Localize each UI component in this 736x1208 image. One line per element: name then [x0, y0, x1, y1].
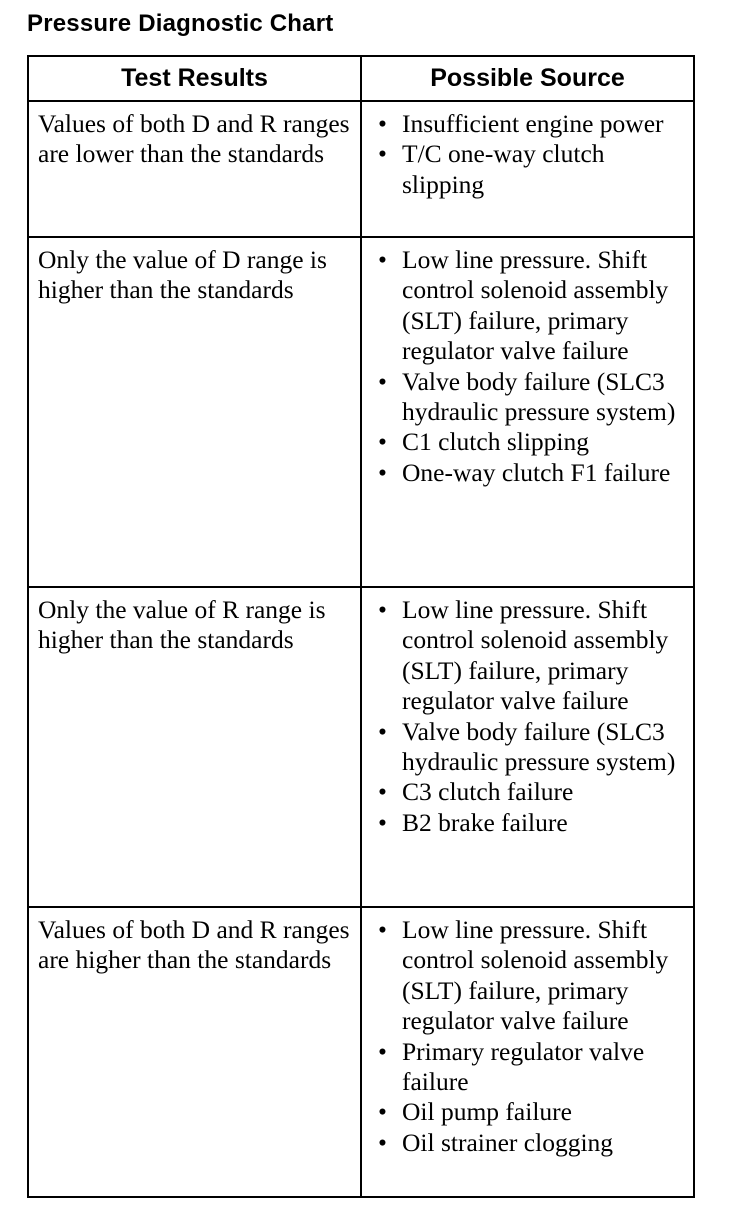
test-result-cell: Only the value of D range is higher than the standards [28, 237, 361, 587]
source-list [376, 915, 685, 1158]
test-result-cell: Values of both D and R ranges are lower than the standards [28, 101, 361, 237]
source-list-item: • Primary regulator valve failure [376, 1037, 685, 1098]
source-list-item: • Valve body failure (SLC3 hydraulic pressure system) [376, 717, 685, 778]
source-list-item: • One-way clutch F1 failure [376, 458, 685, 488]
source-list-item: • Low line pressure. Shift control solenoid assembly (SLT) failure, primary regulator valve failure [376, 245, 685, 367]
source-list-item: • C1 clutch slipping [376, 427, 685, 457]
source-list-item: • Insufficient engine power [376, 109, 685, 139]
pressure-diagnostic-table [27, 55, 695, 1198]
source-list [376, 109, 685, 200]
source-list-item: • Low line pressure. Shift control solenoid assembly (SLT) failure, primary regulator valve failure [376, 915, 685, 1037]
source-list-item: • Low line pressure. Shift control solenoid assembly (SLT) failure, primary regulator valve failure [376, 595, 685, 717]
possible-source-cell [361, 101, 694, 237]
table-row [28, 101, 694, 237]
table-row [28, 907, 694, 1197]
test-result-cell: Values of both D and R ranges are higher than the standards [28, 907, 361, 1197]
table-header-row [28, 56, 694, 101]
chart-title: Pressure Diagnostic Chart [27, 10, 334, 37]
source-list-item: • B2 brake failure [376, 808, 685, 838]
column-header-possible-source: Possible Source [361, 56, 694, 101]
possible-source-cell [361, 907, 694, 1197]
source-list-item: • T/C one-way clutch slipping [376, 139, 685, 200]
table-row [28, 237, 694, 587]
test-result-cell: Only the value of R range is higher than the standards [28, 587, 361, 907]
source-list [376, 245, 685, 488]
source-list [376, 595, 685, 838]
source-list-item: • Oil strainer clogging [376, 1128, 685, 1158]
source-list-item: • Valve body failure (SLC3 hydraulic pressure system) [376, 367, 685, 428]
source-list-item: • Oil pump failure [376, 1097, 685, 1127]
source-list-item: • C3 clutch failure [376, 777, 685, 807]
possible-source-cell [361, 237, 694, 587]
column-header-test-results: Test Results [28, 56, 361, 101]
possible-source-cell [361, 587, 694, 907]
table-row [28, 587, 694, 907]
